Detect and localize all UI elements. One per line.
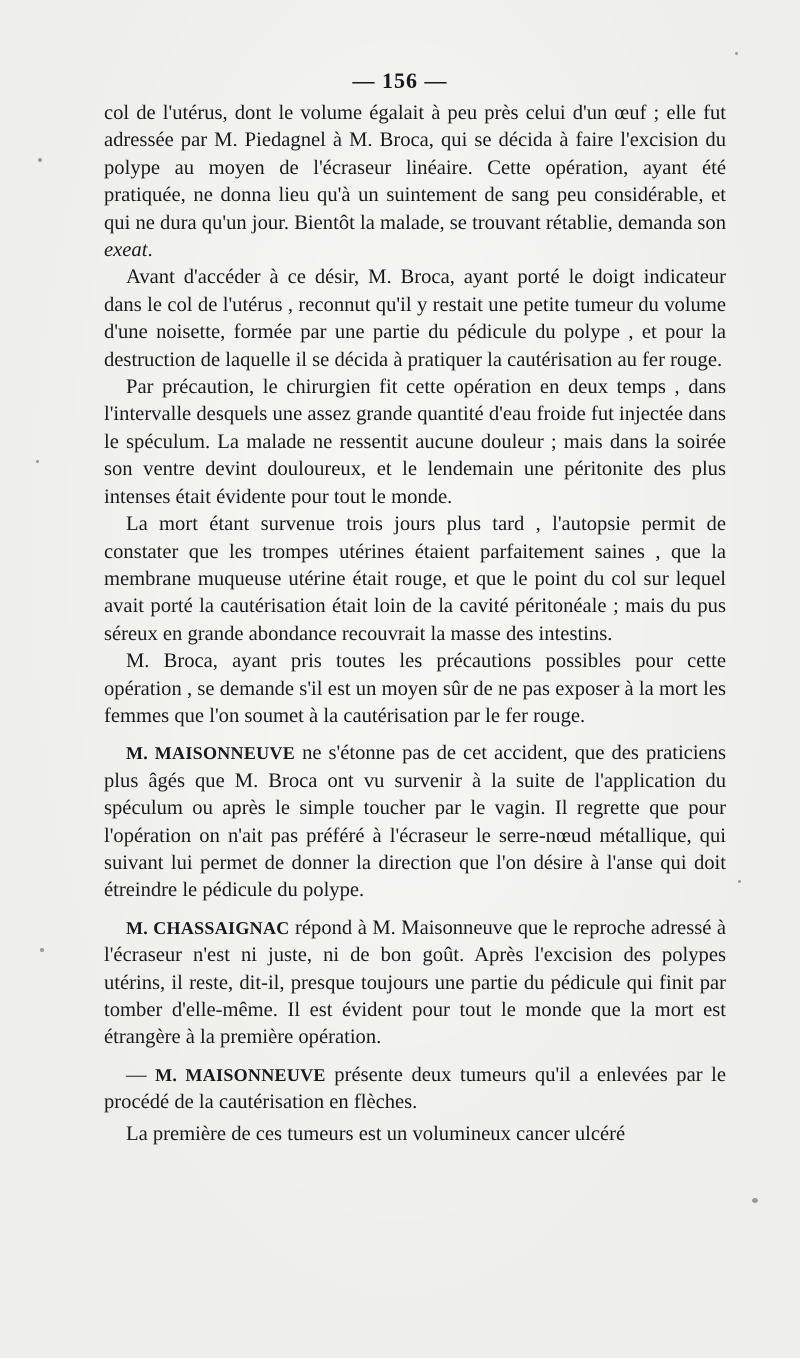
paragraph-7 [104,915,726,1052]
scan-speck [40,948,44,952]
scan-speck [738,880,741,883]
scan-speck [752,1198,758,1203]
body-text [104,100,726,1148]
scan-speck [36,460,39,463]
paragraph-5: M. Broca, ayant pris toutes les précautions possibles pour cette opération , se demande s'il est un moyen sûr de ne pas exposer à la mort les femmes que l'on soumet à la cautérisation par le fer rouge. [104,650,726,727]
speaker-name: M. MAISONNEUVE [155,1064,326,1085]
scan-speck [38,158,42,162]
paragraph-4: La mort étant survenue trois jours plus tard , l'autopsie permit de constater que les trompes utérines étaient parfaitement saines , que la membrane muqueuse utérine était rouge, et que le point du col sur lequel avait porté la cautérisation était loin de la cavité péritonéale ; mais du pus séreux en grande abondance recouvrait la masse des intestins. [104,513,726,645]
paragraph-9: La première de ces tumeurs est un volumineux cancer ulcéré [126,1122,626,1145]
paragraph-2: Avant d'accéder à ce désir, M. Broca, ayant porté le doigt indicateur dans le col de l'utérus , reconnut qu'il y restait une petite tumeur du volume d'une noisette, formée par une partie du pédicule du polype , et pour la destruction de laquelle il se décida à pratiquer la cautérisation au fer rouge. [104,266,726,371]
paragraph-1-text-b: . [147,239,153,262]
paragraph-8-text: présente deux tumeurs qu'il a enlevées par le procédé de la cautérisation en flèches. [104,1063,726,1114]
page-number: — 156 — [352,68,448,93]
paragraph-6 [104,740,726,904]
paragraph-3: Par précaution, le chirurgien fit cette opération en deux temps , dans l'intervalle desquels une assez grande quantité d'eau froide fut injectée dans le spéculum. La malade ne ressentit aucune douleur ; mais dans la soirée son ventre devint douloureux, et le lendemain une péritonite des plus intenses était évidente pour tout le monde. [104,376,726,508]
speaker-name: M. MAISONNEUVE [126,743,296,764]
paragraph-7-text: répond à M. Maisonneuve que le reproche adressé à l'écraseur n'est ni juste, ni de bon goût. Après l'excision des polypes utérins, il reste, dit-il, presque toujours une partie du pédicule qui finit par tomber d'elle-même. Il est évident pour tout le monde que la mort est étrangère à la première opération. [104,916,726,1049]
speaker-name: M. CHASSAIGNAC [126,917,290,938]
paragraph-1 [104,100,726,264]
paragraph-1-italic-word: exeat [104,239,148,262]
scan-speck [735,52,738,55]
paragraph-6-text: ne s'étonne pas de cet accident, que des praticiens plus âgés que M. Broca ont vu survenir à la suite de l'application du spéculum ou après le simple toucher par le vagin. Il regrette que pour l'opération on n'ait pas préféré à l'écraseur le serre-nœud métallique, qui suivant lui permet de donner la direction que l'on désire à l'anse qui doit étreindre le pédicule du polype. [104,742,726,902]
paragraph-8 [104,1062,726,1117]
paragraph-8-prefix: — [126,1063,156,1086]
paragraph-1-text-a: col de l'utérus, dont le volume égalait à peu près celui d'un œuf ; elle fut adressée par M. Piedagnel à M. Broca, qui se décida à faire l'excision du polype au moyen de l'écraseur linéaire. Cette opération, ayant été pratiquée, ne donna lieu qu'à un suintement de sang peu considérable, et qui ne dura qu'un jour. Bientôt la malade, se trouvant rétablie, demanda son [104,102,726,234]
